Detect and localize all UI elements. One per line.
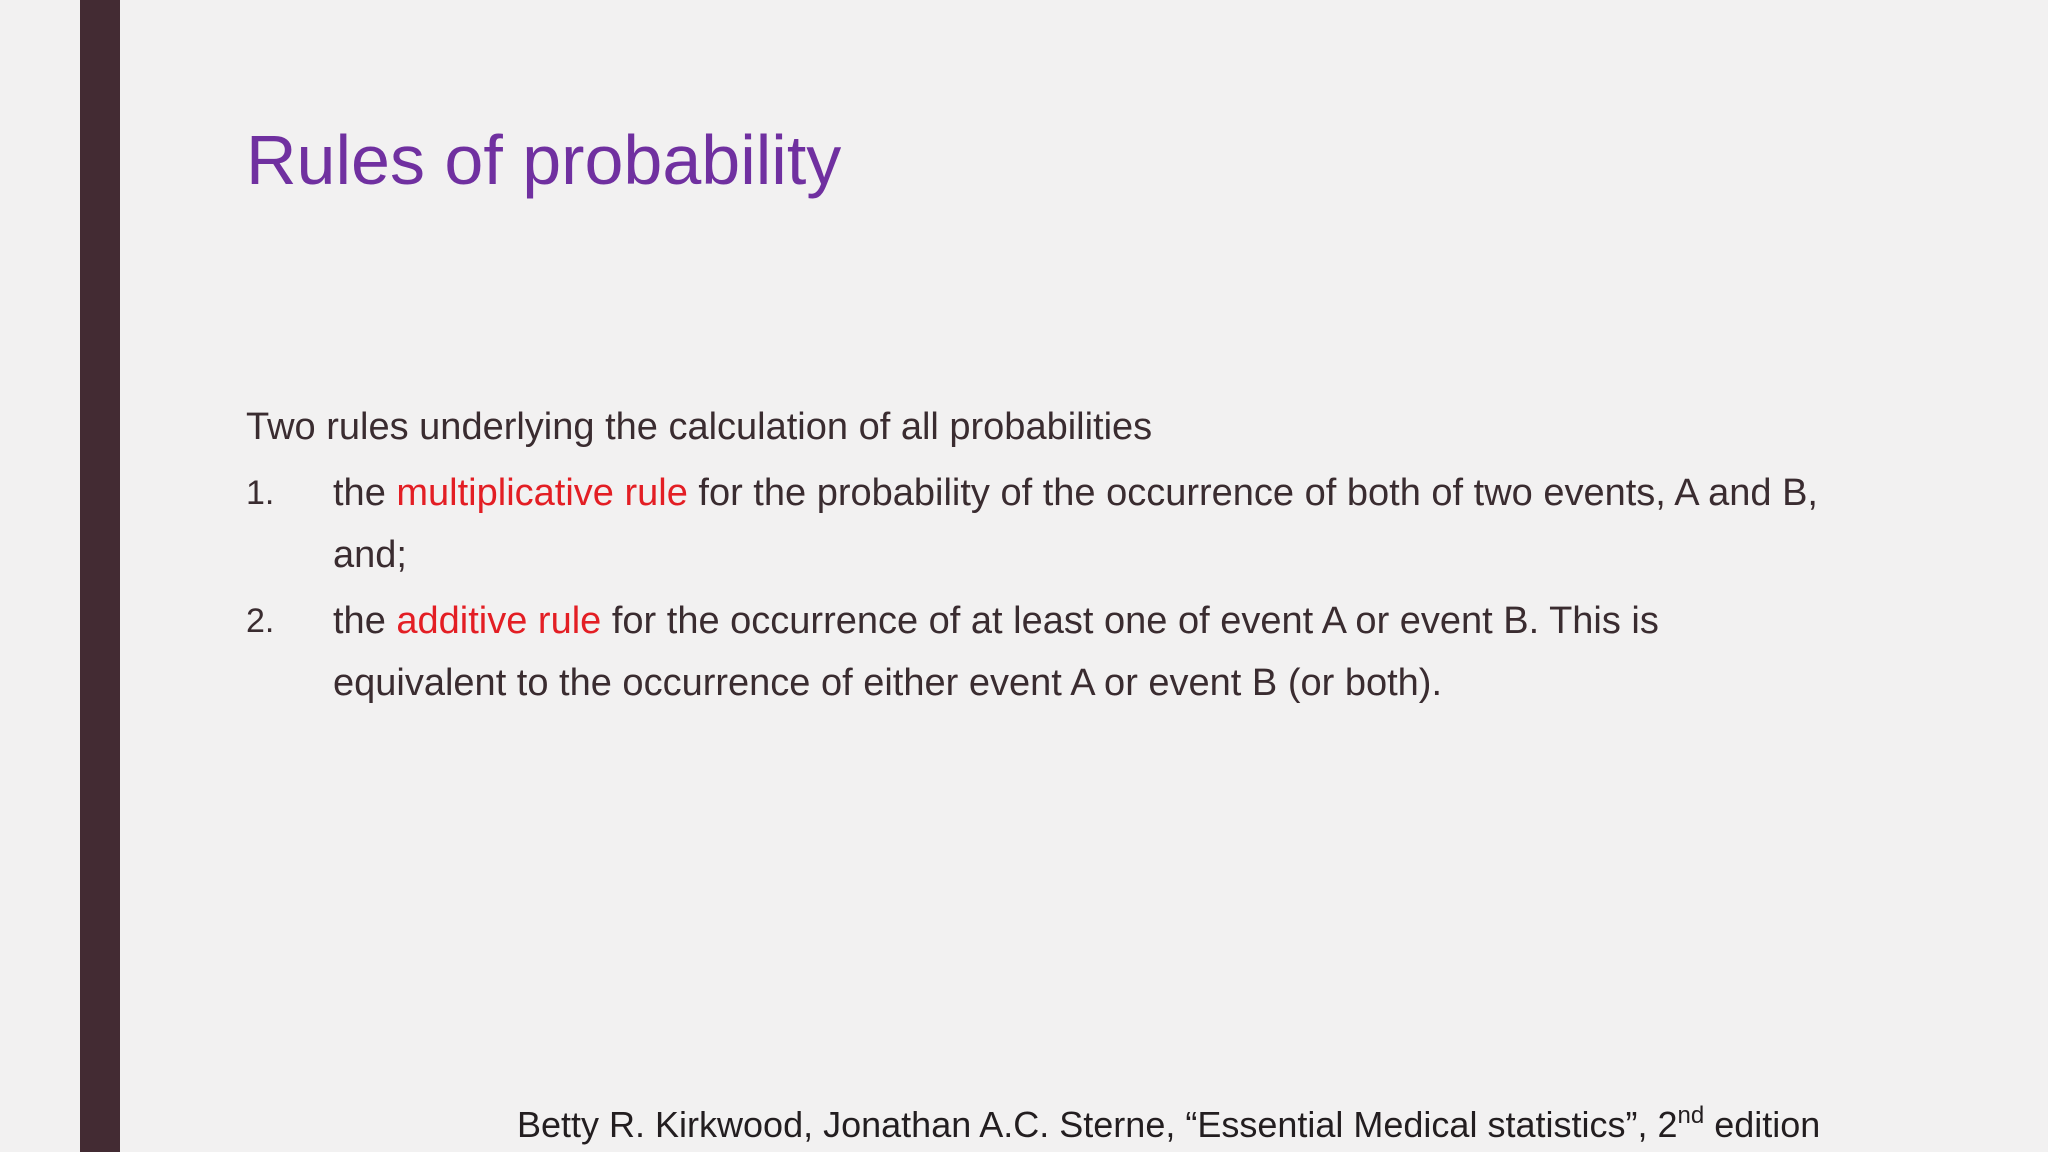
list-item-multiplicative-rule — [246, 462, 1826, 586]
list-item-number: 1. — [246, 474, 275, 512]
rule-highlight: additive rule — [396, 600, 602, 642]
list-item-additive-rule — [246, 590, 1826, 714]
intro-text: Two rules underlying the calculation of all probabilities — [246, 406, 1153, 448]
list-item-number: 2. — [246, 602, 275, 640]
rule-description: for the probability of the occurrence of both of two events, A and B, and; — [333, 472, 1818, 576]
citation-tail: edition — [1704, 1104, 1821, 1145]
slide-body — [246, 396, 1826, 718]
citation-text: Betty R. Kirkwood, Jonathan A.C. Sterne, “Essential Medical statistics”, 2 — [517, 1104, 1678, 1145]
rule-prefix: the — [333, 472, 397, 514]
accent-bar — [80, 0, 120, 1152]
rule-description: for the occurrence of at least one of event A or event B. This is equivalent to the occurrence of either event A or event B (or both). — [333, 600, 1659, 704]
rule-prefix: the — [333, 600, 397, 642]
citation — [517, 1098, 1820, 1152]
citation-superscript: nd — [1677, 1102, 1705, 1129]
rules-list — [246, 462, 1826, 714]
rule-highlight: multiplicative rule — [396, 472, 688, 514]
slide-title: Rules of probability — [246, 121, 842, 199]
